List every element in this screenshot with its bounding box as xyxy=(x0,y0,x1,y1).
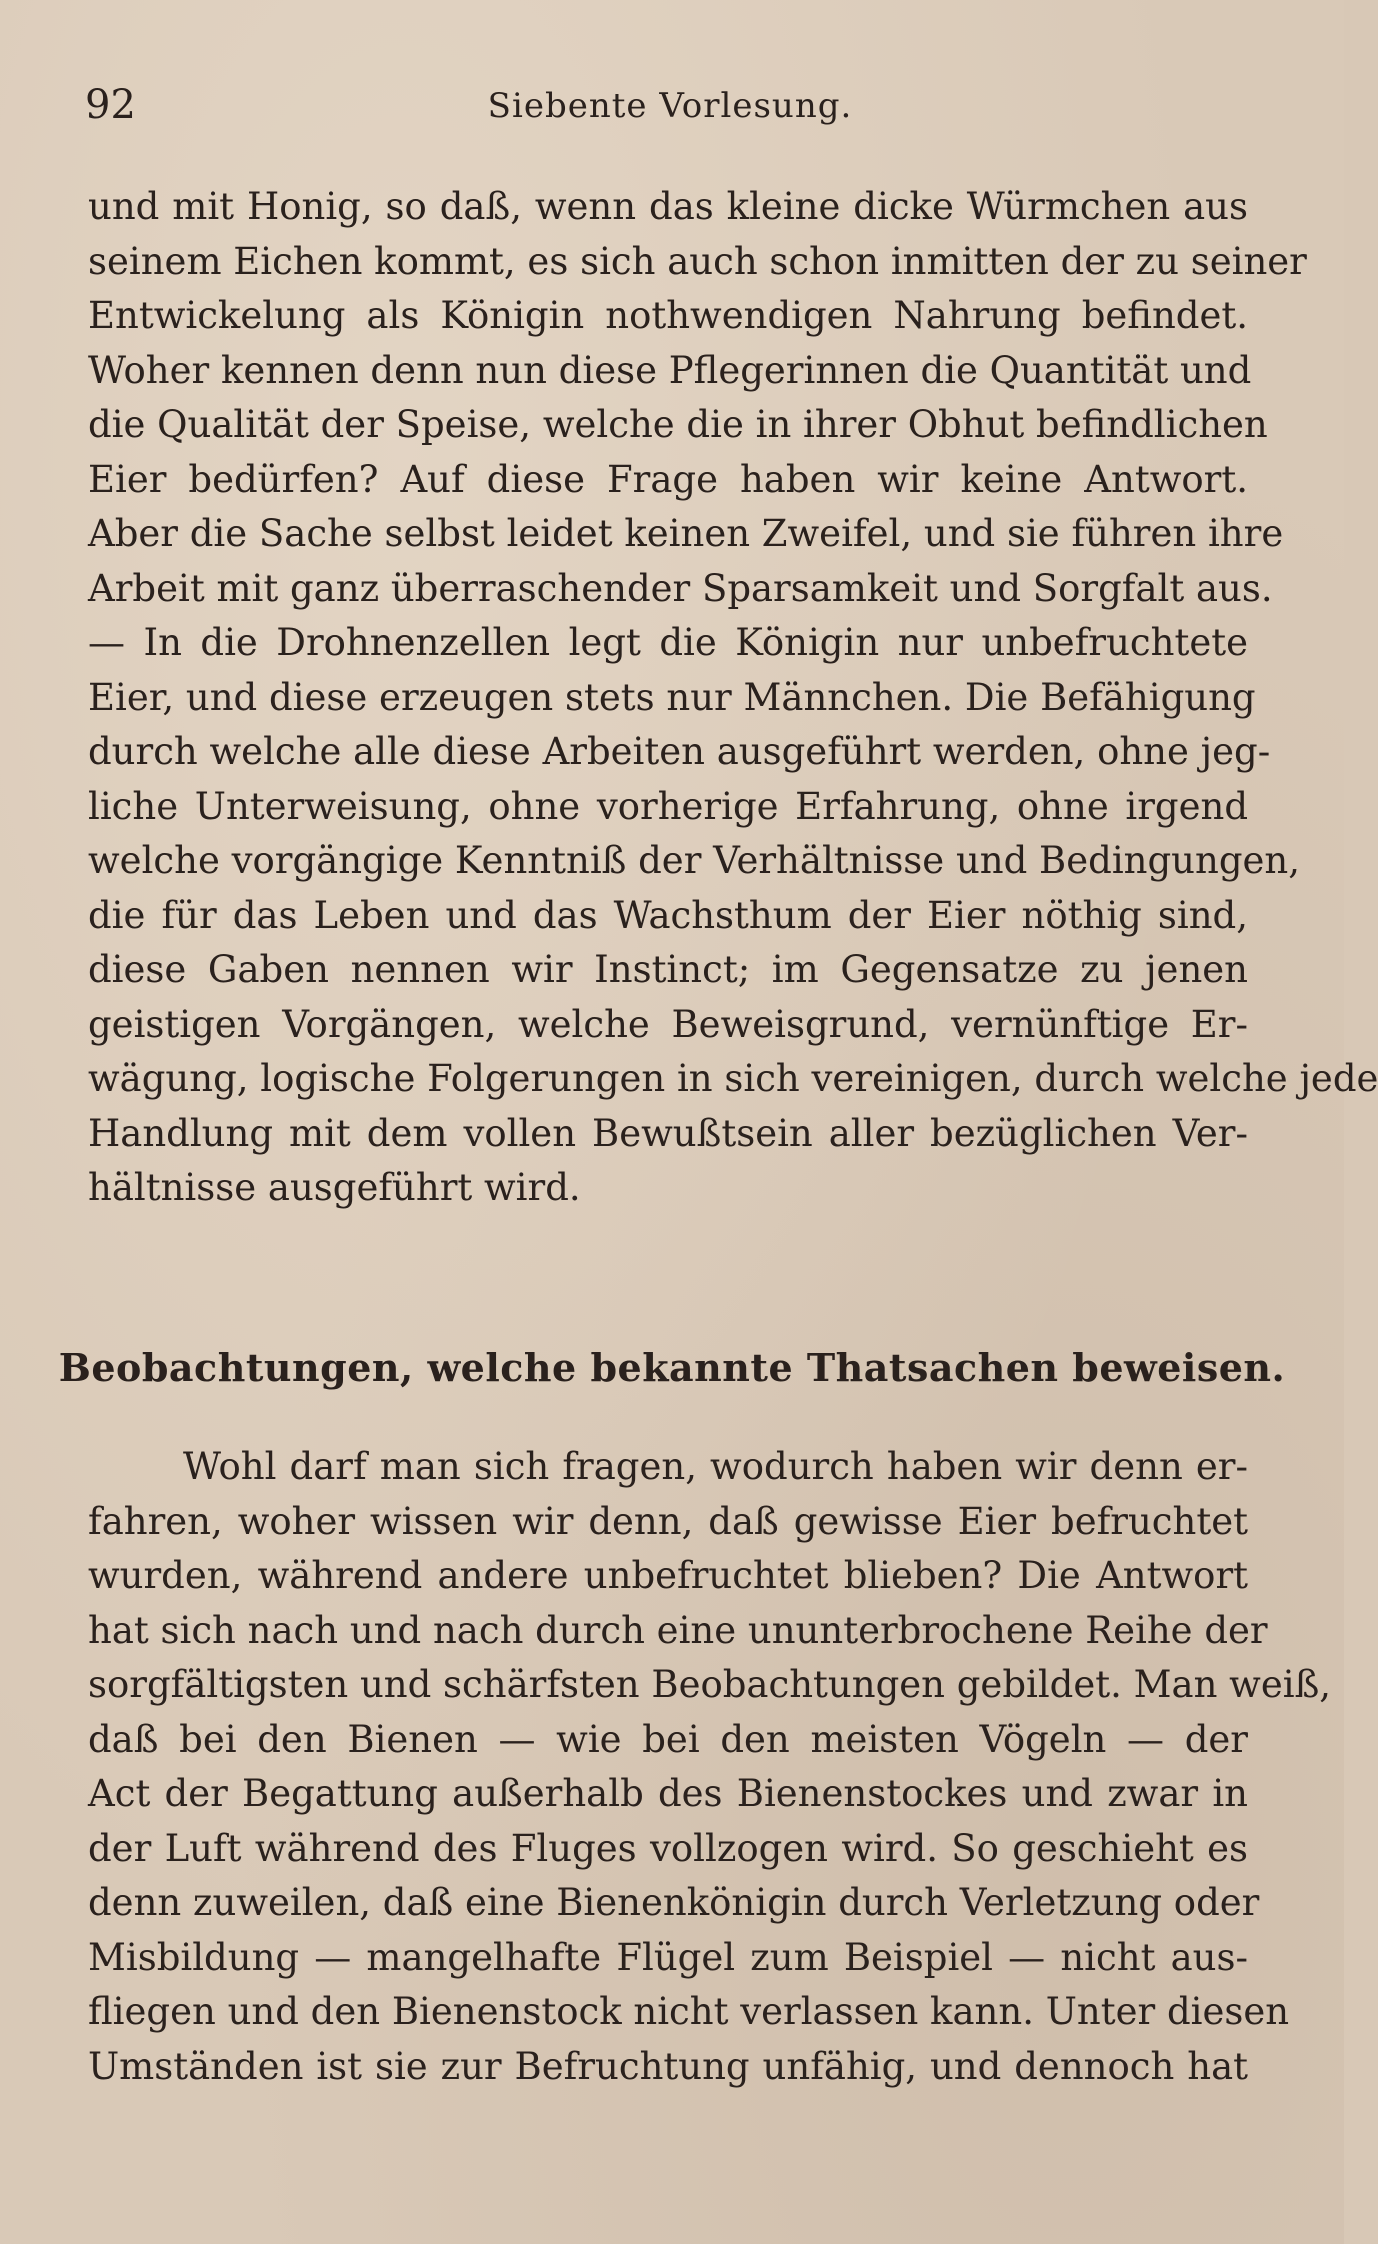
chapter-title: Siebente Vorlesung. xyxy=(487,86,853,126)
text-line: Eier bedürfen? Auf diese Frage haben wir keine Antwort. xyxy=(88,457,1248,501)
text-line: denn zuweilen, daß eine Bienenkönigin durch Verletzung oder xyxy=(88,1881,1260,1924)
text-line: die Qualität der Speise, welche die in ihrer Obhut befindlichen xyxy=(88,403,1268,446)
text-line: geistigen Vorgängen, welche Beweisgrund, vernünftige Er- xyxy=(88,1002,1248,1046)
text-line: durch welche alle diese Arbeiten ausgeführt werden, ohne jeg- xyxy=(88,730,1271,773)
text-line: und mit Honig, so daß, wenn das kleine dicke Würmchen aus xyxy=(88,185,1248,228)
text-line: diese Gaben nennen wir Instinct; im Gegensatze zu jenen xyxy=(88,948,1248,991)
paragraph-instinct xyxy=(88,180,1378,1216)
text-line: der Luft während des Fluges vollzogen wird. So geschieht es xyxy=(88,1826,1248,1870)
text-line: Woher kennen denn nun diese Pflegerinnen die Quantität und xyxy=(88,348,1252,392)
text-line: welche vorgängige Kenntniß der Verhältnisse und Bedingungen, xyxy=(88,839,1301,882)
text-line: die für das Leben und das Wachsthum der Eier nöthig sind, xyxy=(88,893,1248,937)
text-line: Handlung mit dem vollen Bewußtsein aller bezüglichen Ver- xyxy=(88,1111,1248,1155)
text-line: sorgfältigsten und schärfsten Beobachtungen gebildet. Man weiß, xyxy=(88,1663,1332,1706)
text-line: fahren, woher wissen wir denn, daß gewisse Eier befruchtet xyxy=(88,1499,1248,1543)
section-heading: Beobachtungen, welche bekannte Thatsachen beweisen. xyxy=(58,1345,1286,1390)
text-line: hat sich nach und nach durch eine ununterbrochene Reihe der xyxy=(88,1608,1268,1652)
page-number: 92 xyxy=(85,82,136,128)
text-line: seinem Eichen kommt, es sich auch schon inmitten der zu seiner xyxy=(88,239,1307,283)
text-line: Umständen ist sie zur Befruchtung unfähig, und dennoch hat xyxy=(88,2044,1248,2088)
paragraph-observations xyxy=(88,1440,1332,2094)
text-line: Act der Begattung außerhalb des Bienenstockes und zwar in xyxy=(88,1772,1248,1815)
text-line: Wohl darf man sich fragen, wodurch haben wir denn er- xyxy=(183,1445,1248,1488)
text-line: Arbeit mit ganz überraschender Sparsamkeit und Sorgfalt aus. xyxy=(88,566,1273,610)
text-line: — In die Drohnenzellen legt die Königin nur unbefruchtete xyxy=(88,621,1248,664)
text-line: wurden, während andere unbefruchtet blieben? Die Antwort xyxy=(88,1554,1248,1597)
text-line: Aber die Sache selbst leidet keinen Zweifel, und sie führen ihre xyxy=(88,512,1284,555)
text-line: Eier, und diese erzeugen stets nur Männchen. Die Befähigung xyxy=(88,675,1256,719)
text-line: Misbildung — mangelhafte Flügel zum Beispiel — nicht aus- xyxy=(88,1935,1248,1979)
text-line: Entwickelung als Königin nothwendigen Nahrung befindet. xyxy=(88,294,1248,337)
text-line: hältnisse ausgeführt wird. xyxy=(88,1166,581,1209)
text-line: daß bei den Bienen — wie bei den meisten Vögeln — der xyxy=(88,1717,1248,1761)
text-line: wägung, logische Folgerungen in sich vereinigen, durch welche jede xyxy=(88,1057,1378,1100)
running-head xyxy=(85,82,1255,132)
text-line: fliegen und den Bienenstock nicht verlassen kann. Unter diesen xyxy=(88,1990,1290,2033)
text-line: liche Unterweisung, ohne vorherige Erfahrung, ohne irgend xyxy=(88,784,1248,828)
